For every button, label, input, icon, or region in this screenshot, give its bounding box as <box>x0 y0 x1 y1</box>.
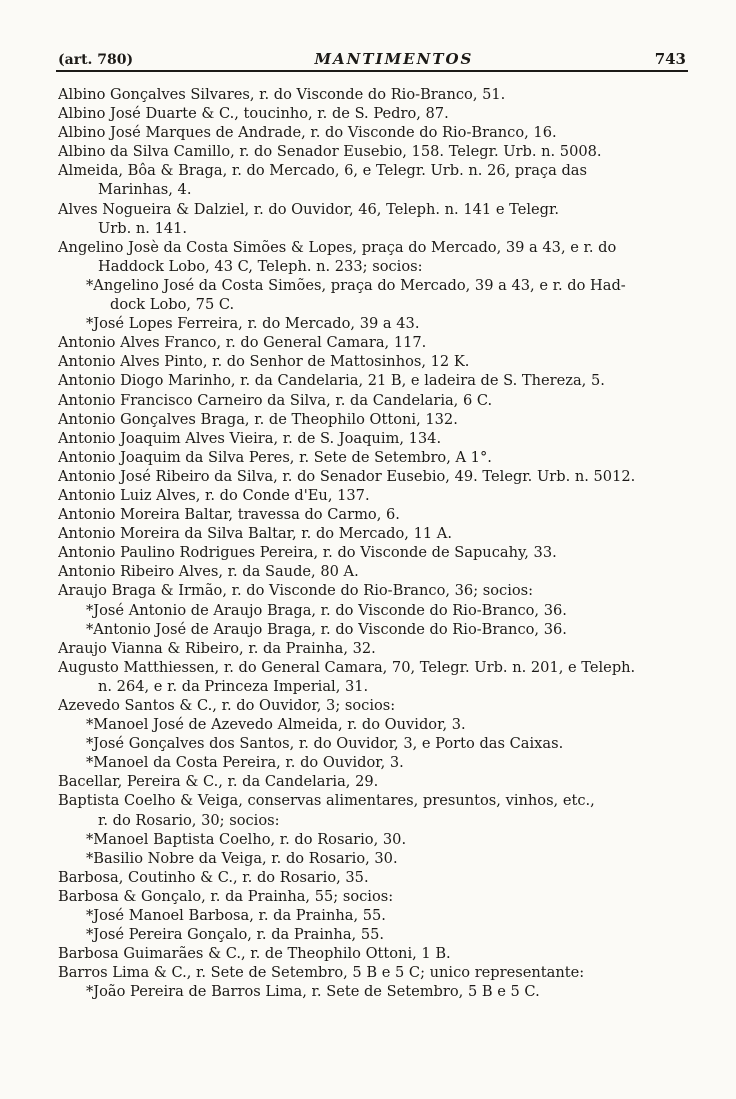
business-entry <box>58 333 698 352</box>
business-entry <box>58 123 698 142</box>
business-entry <box>58 791 698 829</box>
article-reference: (art. 780) <box>58 52 134 68</box>
entry-line: Antonio Joaquim da Silva Peres, r. Sete de Setembro, A 1°. <box>58 448 492 466</box>
page-edge-specks <box>708 4 730 124</box>
entry-line: Barbosa & Gonçalo, r. da Prainha, 55; socios: <box>58 887 394 905</box>
business-entry <box>58 448 698 467</box>
entry-continuation-line: Marinhas, 4. <box>98 181 192 199</box>
entry-line: Albino Gonçalves Silvares, r. do Visconde do Rio-Branco, 51. <box>58 86 506 103</box>
entry-line: Antonio Luiz Alves, r. do Conde d'Eu, 137. <box>58 486 370 504</box>
partner-entry <box>58 601 698 620</box>
page-edge-specks <box>708 1040 730 1090</box>
entry-line: *José Gonçalves dos Santos, r. do Ouvidor, 3, e Porto das Caixas. <box>86 735 564 753</box>
business-entry <box>58 658 698 696</box>
entry-line: Antonio Ribeiro Alves, r. da Saude, 80 A. <box>58 563 359 581</box>
entry-line: *José Pereira Gonçalo, r. da Prainha, 55. <box>86 926 385 944</box>
partner-entry <box>58 982 698 1001</box>
business-entry <box>58 85 698 104</box>
page-header <box>58 42 686 68</box>
entry-continuation-line: r. do Rosario, 30; socios: <box>98 811 280 829</box>
business-entry <box>58 772 698 791</box>
page-edge-specks <box>708 180 730 240</box>
entry-line: Antonio Moreira da Silva Baltar, r. do Mercado, 11 A. <box>58 525 452 543</box>
partner-entry <box>58 734 698 753</box>
entry-line: *José Lopes Ferreira, r. do Mercado, 39 a 43. <box>86 315 420 333</box>
business-entry <box>58 944 698 963</box>
partner-entry <box>58 849 698 868</box>
business-entry <box>58 639 698 658</box>
business-entry <box>58 142 698 161</box>
entry-line: Albino da Silva Camillo, r. do Senador Eusebio, 158. Telegr. Urb. n. 5008. <box>58 143 602 161</box>
business-entry <box>58 868 698 887</box>
business-entry <box>58 696 698 715</box>
entry-line: Antonio José Ribeiro da Silva, r. do Senador Eusebio, 49. Telegr. Urb. n. 5012. <box>58 467 636 485</box>
entry-line: Antonio Alves Franco, r. do General Camara, 117. <box>58 334 427 352</box>
entry-line: Augusto Matthiessen, r. do General Camara, 70, Telegr. Urb. n. 201, e Teleph. <box>58 658 636 676</box>
page-number: 743 <box>654 50 686 68</box>
business-entry <box>58 104 698 123</box>
entry-line: *João Pereira de Barros Lima, r. Sete de Setembro, 5 B e 5 C. <box>86 983 540 1001</box>
entry-line: *Manoel José de Azevedo Almeida, r. do Ouvidor, 3. <box>86 716 466 734</box>
partner-entry <box>58 925 698 944</box>
business-entry <box>58 562 698 581</box>
business-entry <box>58 887 698 906</box>
entry-line: *Angelino José da Costa Simões, praça do Mercado, 39 a 43, e r. do Had- <box>86 276 626 294</box>
entry-line: Almeida, Bôa & Braga, r. do Mercado, 6, e Telegr. Urb. n. 26, praça das <box>58 162 587 180</box>
business-entry <box>58 543 698 562</box>
partner-entry <box>58 314 698 333</box>
entry-line: Antonio Gonçalves Braga, r. de Theophilo Ottoni, 132. <box>58 410 458 428</box>
entry-line: Antonio Diogo Marinho, r. da Candelaria, 21 B, e ladeira de S. Thereza, 5. <box>58 372 605 390</box>
business-entry <box>58 371 698 390</box>
business-entry <box>58 200 698 238</box>
entry-line: Alves Nogueira & Dalziel, r. do Ouvidor, 46, Teleph. n. 141 e Telegr. <box>58 200 559 218</box>
partner-entry <box>58 276 698 314</box>
entry-line: Albino José Duarte & C., toucinho, r. de S. Pedro, 87. <box>58 105 449 123</box>
entry-line: Angelino Josè da Costa Simões & Lopes, praça do Mercado, 39 a 43, e r. do <box>58 238 617 256</box>
entry-line: Araujo Braga & Irmão, r. do Visconde do Rio-Branco, 36; socios: <box>58 582 534 600</box>
business-entry <box>58 429 698 448</box>
entry-line: Barbosa, Coutinho & C., r. do Rosario, 35. <box>58 868 369 886</box>
partner-entry <box>58 830 698 849</box>
business-entry <box>58 581 698 600</box>
entry-continuation-line: Haddock Lobo, 43 C, Teleph. n. 233; socios: <box>98 257 423 275</box>
entry-line: Antonio Francisco Carneiro da Silva, r. da Candelaria, 6 C. <box>58 391 493 409</box>
business-entry <box>58 524 698 543</box>
partner-entry <box>58 753 698 772</box>
entry-line: Araujo Vianna & Ribeiro, r. da Prainha, 32. <box>58 639 376 657</box>
entry-continuation-line: n. 264, e r. da Princeza Imperial, 31. <box>98 677 369 695</box>
header-rule <box>56 70 688 72</box>
entry-line: Antonio Alves Pinto, r. do Senhor de Mattosinhos, 12 K. <box>58 353 470 371</box>
entry-line: *Manoel da Costa Pereira, r. do Ouvidor, 3. <box>86 754 404 772</box>
entry-continuation-line: dock Lobo, 75 C. <box>110 296 235 314</box>
business-entry <box>58 486 698 505</box>
business-entry <box>58 391 698 410</box>
partner-entry <box>58 620 698 639</box>
business-entry <box>58 410 698 429</box>
entry-line: Barbosa Guimarães & C., r. de Theophilo Ottoni, 1 B. <box>58 945 451 963</box>
business-entry <box>58 467 698 486</box>
business-entry <box>58 238 698 276</box>
business-entry <box>58 161 698 199</box>
entry-line: Bacellar, Pereira & C., r. da Candelaria, 29. <box>58 773 379 791</box>
entry-line: Antonio Joaquim Alves Vieira, r. de S. Joaquim, 134. <box>58 429 442 447</box>
partner-entry <box>58 715 698 734</box>
entry-line: Antonio Moreira Baltar, travessa do Carmo, 6. <box>58 506 400 524</box>
entry-line: *Antonio José de Araujo Braga, r. do Visconde do Rio-Branco, 36. <box>86 620 567 638</box>
entry-line: Barros Lima & C., r. Sete de Setembro, 5 B e 5 C; unico representante: <box>58 964 585 982</box>
section-title: MANTIMENTOS <box>314 50 474 68</box>
entry-line: *José Antonio de Araujo Braga, r. do Visconde do Rio-Branco, 36. <box>86 601 567 619</box>
directory-list <box>58 85 698 1002</box>
partner-entry <box>58 906 698 925</box>
business-entry <box>58 963 698 982</box>
entry-line: *José Manoel Barbosa, r. da Prainha, 55. <box>86 907 386 925</box>
entry-line: *Basilio Nobre da Veiga, r. do Rosario, 30. <box>86 849 398 867</box>
entry-line: *Manoel Baptista Coelho, r. do Rosario, 30. <box>86 830 407 848</box>
business-entry <box>58 352 698 371</box>
entry-line: Antonio Paulino Rodrigues Pereira, r. do Visconde de Sapucahy, 33. <box>58 544 557 562</box>
entry-line: Albino José Marques de Andrade, r. do Visconde do Rio-Branco, 16. <box>58 124 557 142</box>
entry-line: Azevedo Santos & C., r. do Ouvidor, 3; socios: <box>58 697 396 714</box>
entry-continuation-line: Urb. n. 141. <box>98 219 188 237</box>
business-entry <box>58 505 698 524</box>
entry-line: Baptista Coelho & Veiga, conservas alimentares, presuntos, vinhos, etc., <box>58 792 595 810</box>
